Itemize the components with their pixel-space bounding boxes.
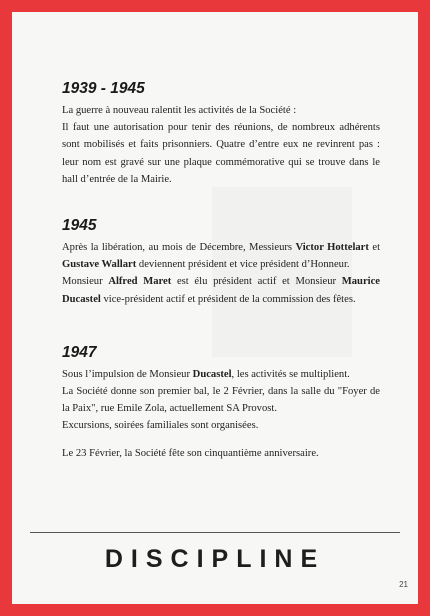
- paragraph: La guerre à nouveau ralentit les activités de la Société :: [62, 105, 297, 116]
- page-content: [62, 80, 380, 462]
- footer-divider: [30, 532, 400, 533]
- person-name: Gustave Wallart: [62, 259, 137, 271]
- person-name: Ducastel: [192, 368, 232, 380]
- person-name: Alfred Maret: [108, 276, 172, 288]
- paragraph: Après la libération, au mois de Décembre, Messieurs Victor Hottelart et Gustave Wallart deviennent président et vice président d’Honneur.: [62, 242, 381, 271]
- section-1945: [62, 217, 380, 308]
- section-year: 1939 - 1945: [62, 80, 145, 97]
- paragraph: Il faut une autorisation pour tenir des réunions, de nombreux adhérents sont mobilisés et faits prisonniers. Quatre d’entre eux ne revinrent pas : leur nom est gravé sur une plaque commémorative qui se trouve dans le hall d’entrée de la Mairie.: [62, 122, 380, 185]
- paragraph: Sous l’impulsion de Monsieur Ducastel, les activités se multiplient.: [62, 368, 350, 380]
- person-name: Maurice Ducastel: [62, 276, 380, 305]
- section-year: 1947: [62, 343, 97, 361]
- section-1947: [62, 344, 380, 435]
- document-page: [12, 12, 418, 604]
- paragraph: Excursions, soirées familiales sont organisées.: [62, 420, 259, 432]
- section-1939-1945: [62, 80, 380, 188]
- person-name: Victor Hottelart: [295, 242, 369, 254]
- page-number: 21: [399, 580, 408, 589]
- section-year: 1945: [62, 217, 97, 235]
- closing-paragraph: Le 23 Février, la Société fête son cinquantième anniversaire.: [62, 447, 319, 459]
- footer-title: DISCIPLINE: [104, 545, 326, 573]
- paragraph: La Société donne son premier bal, le 2 Février, dans la salle du "Foyer de la Paix", rue Emile Zola, actuellement SA Provost.: [62, 386, 380, 415]
- paragraph: Monsieur Alfred Maret est élu président actif et Monsieur Maurice Ducastel vice-président actif et président de la commission des fêtes.: [62, 276, 380, 305]
